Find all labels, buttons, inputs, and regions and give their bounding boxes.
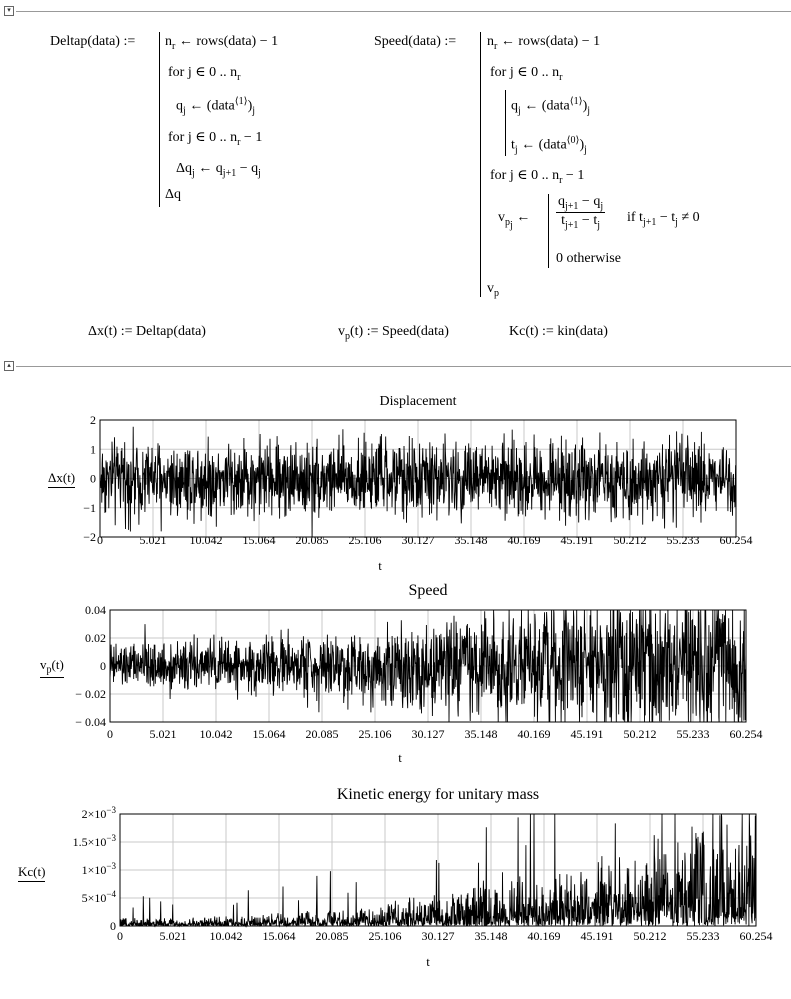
plot-ylabel-kinetic: Kc(t)	[18, 864, 45, 882]
x-tick-label: 25.106	[348, 533, 382, 547]
x-tick-label: 5.021	[159, 929, 187, 943]
y-tick-label: − 0.04	[75, 715, 106, 729]
y-tick-label: $1.5\times 10^{-3}$	[72, 833, 116, 849]
x-tick-label: 40.169	[507, 533, 541, 547]
x-tick-label: 20.085	[315, 929, 349, 943]
plot-kinetic-energy[interactable]	[0, 800, 791, 975]
y-tick-label: $2\times 10^{-3}$	[81, 805, 116, 821]
x-tick-label: 0	[107, 727, 113, 741]
plot-ylabel-displacement: Δx(t)	[48, 470, 75, 488]
y-tick-label: $5\times 10^{-4}$	[81, 889, 116, 905]
x-tick-label: 45.191	[570, 727, 604, 741]
x-tick-label: 60.254	[719, 533, 753, 547]
y-tick-label: − 0.02	[75, 687, 106, 701]
x-tick-label: 5.021	[149, 727, 177, 741]
plot-speed[interactable]	[0, 600, 791, 770]
x-tick-label: 0	[97, 533, 103, 547]
x-tick-label: 50.212	[613, 533, 647, 547]
collapse-region-toggle[interactable]: ▾	[4, 6, 14, 16]
speed-result: $v_p$	[487, 281, 499, 299]
deltap-line-4: for j ∈ 0 .. $n_r - 1$	[168, 130, 263, 148]
x-tick-label: 35.148	[464, 727, 498, 741]
speed-line-6: $v_{p_j}$ ←	[498, 210, 531, 231]
plot-title-kinetic: Kinetic energy for unitary mass	[336, 786, 540, 803]
y-tick-label: 0	[90, 471, 96, 486]
x-tick-label: 20.085	[295, 533, 329, 547]
deltap-line-1: $n_r$ ← rows(data) − 1	[165, 34, 279, 52]
x-tick-label: 40.169	[517, 727, 551, 741]
x-tick-label: 60.254	[739, 929, 773, 943]
x-tick-label: 5.021	[139, 533, 167, 547]
region-separator-top	[16, 11, 791, 12]
x-tick-label: 50.212	[633, 929, 667, 943]
x-tick-label: 55.233	[666, 533, 700, 547]
y-tick-label: 0.02	[85, 631, 106, 645]
x-tick-label: 15.064	[262, 929, 296, 943]
def-deltax[interactable]: Δx(t) := Deltap(data)	[88, 324, 206, 339]
deltap-line-3: $q_j$ ← $(data^{⟨1⟩})_j$	[176, 96, 256, 117]
x-tick-label: 10.042	[189, 533, 223, 547]
speed-program-bar	[480, 32, 481, 297]
def-kc[interactable]: Kc(t) := kin(data)	[509, 324, 608, 339]
speed-condition: if $t_{j+1} - t_j \ne 0$	[627, 210, 700, 228]
x-tick-label: 45.191	[580, 929, 614, 943]
x-tick-label: 20.085	[305, 727, 339, 741]
speed-cond-bar	[548, 194, 549, 268]
y-tick-label: 1	[90, 442, 96, 457]
x-tick-label: 15.064	[242, 533, 276, 547]
plot-ylabel-speed: $v_p(t)$	[40, 657, 64, 676]
speed-header: Speed(data) :=	[374, 34, 457, 49]
speed-line-4: $t_j$ ← $(data^{⟨0⟩})_j$	[511, 135, 587, 156]
def-vp[interactable]: $v_p(t)$ := Speed(data)	[338, 324, 449, 342]
y-tick-label: 0.04	[85, 603, 106, 617]
speed-line-5: for j ∈ 0 .. $n_r - 1$	[490, 168, 585, 186]
deltap-line-6: Δq	[165, 187, 182, 202]
plot-title-displacement: Displacement	[379, 394, 457, 409]
x-tick-label: 60.254	[729, 727, 763, 741]
x-tick-label: 35.148	[474, 929, 508, 943]
x-axis-label: t	[378, 558, 382, 573]
x-tick-label: 10.042	[199, 727, 233, 741]
speed-line-2: for j ∈ 0 .. $n_r$	[490, 65, 563, 83]
expand-region-toggle[interactable]: ▴	[4, 361, 14, 371]
x-tick-label: 40.169	[527, 929, 561, 943]
region-separator-bottom	[16, 366, 791, 367]
x-axis-label: t	[426, 954, 430, 969]
x-tick-label: 35.148	[454, 533, 488, 547]
y-tick-label: −2	[83, 530, 96, 544]
x-tick-label: 50.212	[623, 727, 657, 741]
deltap-line-2: for j ∈ 0 .. $n_r$	[168, 65, 241, 83]
deltap-line-5: $\Delta q_j$ ← $q_{j+1} - q_j$	[176, 161, 261, 179]
x-tick-label: 30.127	[421, 929, 455, 943]
x-tick-label: 30.127	[411, 727, 445, 741]
x-tick-label: 55.233	[676, 727, 710, 741]
speed-line-3: $q_j$ ← $(data^{⟨1⟩})_j$	[511, 96, 591, 117]
x-tick-label: 55.233	[686, 929, 720, 943]
speed-inner-bar	[505, 90, 506, 156]
plot-title-speed: Speed	[408, 582, 448, 599]
x-tick-label: 25.106	[368, 929, 402, 943]
deltap-program-bar	[159, 32, 160, 207]
x-tick-label: 45.191	[560, 533, 594, 547]
y-tick-label: −1	[83, 500, 96, 515]
x-tick-label: 30.127	[401, 533, 435, 547]
speed-fraction: $\frac{q_{j+1} - q_j}{t_{j+1} - t_j}$	[558, 194, 604, 231]
speed-otherwise: 0 otherwise	[556, 251, 621, 266]
plot-displacement[interactable]	[0, 410, 791, 580]
x-tick-label: 15.064	[252, 727, 286, 741]
y-tick-label: 0	[110, 919, 116, 933]
x-tick-label: 0	[117, 929, 123, 943]
x-tick-label: 10.042	[209, 929, 243, 943]
x-axis-label: t	[398, 750, 402, 765]
deltap-header: Deltap(data) :=	[50, 34, 136, 49]
x-tick-label: 25.106	[358, 727, 392, 741]
speed-line-1: $n_r$ ← rows(data) − 1	[487, 34, 601, 52]
y-tick-label: $1\times 10^{-3}$	[81, 861, 116, 877]
y-tick-label: 0	[100, 659, 106, 673]
y-tick-label: 2	[90, 413, 96, 427]
